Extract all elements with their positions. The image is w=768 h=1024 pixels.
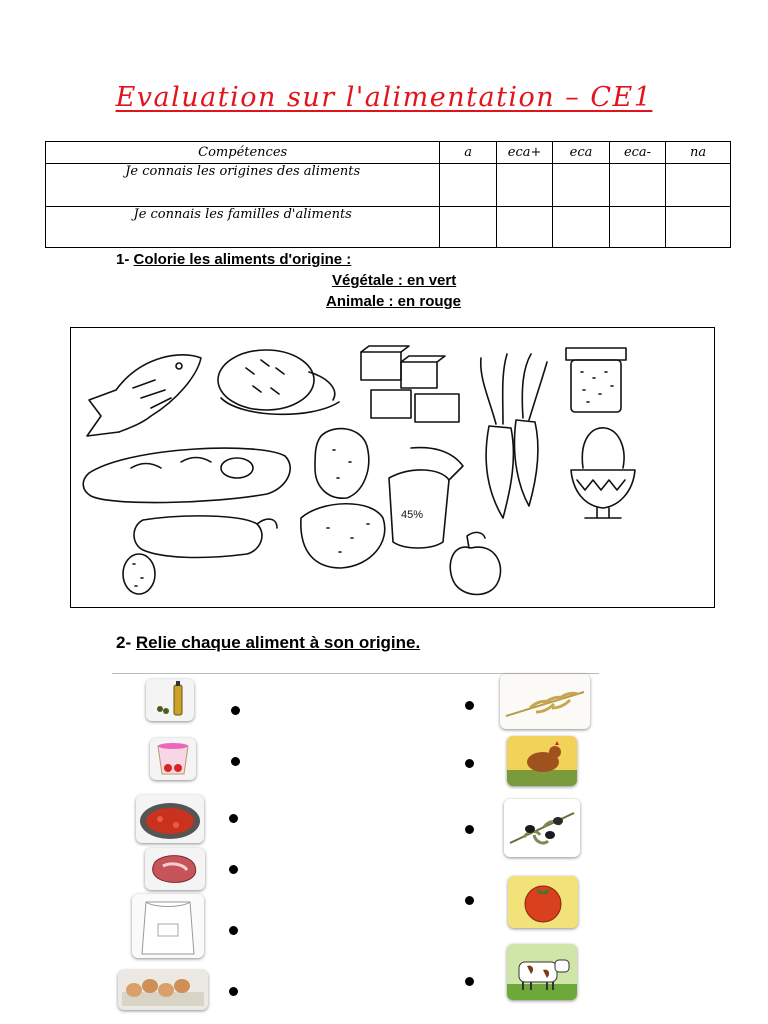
competence-table (45, 141, 731, 248)
carrots-drawing[interactable] (481, 354, 547, 518)
grade-cell[interactable] (609, 207, 665, 248)
left-match-dot[interactable] (229, 814, 238, 823)
table-row-label: Je connais les origines des aliments (46, 164, 440, 207)
hen-icon (507, 736, 577, 786)
grade-cell[interactable] (553, 164, 609, 207)
question-2-heading (116, 633, 420, 653)
table-header-cell: eca (553, 142, 609, 164)
table-row (46, 207, 731, 248)
yogurt-thumb (150, 738, 196, 780)
roast-chicken-drawing[interactable] (218, 350, 339, 414)
eggs-thumb (118, 970, 208, 1010)
question-1-animal-instruction: Animale : en rouge (326, 293, 462, 310)
left-match-dot[interactable] (229, 987, 238, 996)
cow-icon (507, 944, 577, 1000)
coloring-drawing-box[interactable] (70, 327, 715, 608)
olive-oil-bottle-icon (146, 679, 194, 721)
apple-drawing[interactable] (450, 532, 500, 594)
yogurt-pot-drawing[interactable] (389, 448, 463, 548)
cow-thumb (507, 944, 577, 1000)
table-header-cell: eca+ (496, 142, 552, 164)
page-title: Evaluation sur l'alimentation – CE1 (115, 82, 653, 113)
left-match-dot[interactable] (229, 865, 238, 874)
left-match-dot[interactable] (231, 757, 240, 766)
strawberry-yogurt-icon (150, 738, 196, 780)
right-match-dot[interactable] (465, 977, 474, 986)
right-match-dot[interactable] (465, 825, 474, 834)
table-header-cell: Compétences (46, 142, 440, 164)
tomato-sauce-dish-icon (136, 795, 204, 843)
grade-cell[interactable] (496, 207, 552, 248)
egg-cup-drawing[interactable] (571, 428, 635, 518)
question-2-text: Relie chaque aliment à son origine. (135, 633, 421, 652)
table-header-cell: eca- (609, 142, 665, 164)
tomato-thumb (508, 876, 578, 928)
right-match-dot[interactable] (465, 759, 474, 768)
grade-cell[interactable] (440, 207, 496, 248)
meat-thumb (145, 848, 205, 890)
question-2-number: 2- (116, 633, 132, 652)
raw-meat-icon (145, 848, 205, 890)
baguette-drawing[interactable] (83, 448, 290, 502)
svg-text:45%: 45% (401, 509, 424, 521)
olive-branch-icon (504, 799, 580, 857)
table-header-row (46, 142, 731, 164)
question-1-vegetal-instruction: Végétale : en vert (332, 272, 457, 289)
grade-cell[interactable] (609, 164, 665, 207)
potatoes-drawing[interactable] (301, 429, 385, 568)
left-match-dot[interactable] (231, 706, 240, 715)
flour-thumb (132, 894, 204, 958)
grade-cell[interactable] (666, 164, 731, 207)
grade-cell[interactable] (440, 164, 496, 207)
wheat-thumb (500, 674, 590, 729)
flour-bag-icon (132, 894, 204, 958)
olive-oil-thumb (146, 679, 194, 721)
tomato-icon (508, 876, 578, 928)
hen-thumb (507, 736, 577, 786)
jam-jar-drawing[interactable] (566, 348, 626, 412)
table-row-label: Je connais les familles d'aliments (46, 207, 440, 248)
grade-cell[interactable] (496, 164, 552, 207)
left-match-dot[interactable] (229, 926, 238, 935)
eggs-carton-icon (118, 970, 208, 1010)
fish-drawing[interactable] (87, 355, 201, 436)
olive-branch-thumb (504, 799, 580, 857)
question-1-heading (116, 251, 351, 268)
grade-cell[interactable] (553, 207, 609, 248)
table-header-cell: a (440, 142, 496, 164)
salami-drawing[interactable] (123, 516, 277, 594)
grade-cell[interactable] (666, 207, 731, 248)
table-header-cell: na (666, 142, 731, 164)
right-match-dot[interactable] (465, 701, 474, 710)
table-row (46, 164, 731, 207)
question-1-text: Colorie les aliments d'origine : (133, 251, 352, 268)
wheat-icon (500, 674, 590, 729)
question-1-number: 1- (116, 251, 130, 268)
right-match-dot[interactable] (465, 896, 474, 905)
sugar-cubes-drawing[interactable] (361, 346, 459, 422)
tomato-sauce-thumb (136, 795, 204, 843)
